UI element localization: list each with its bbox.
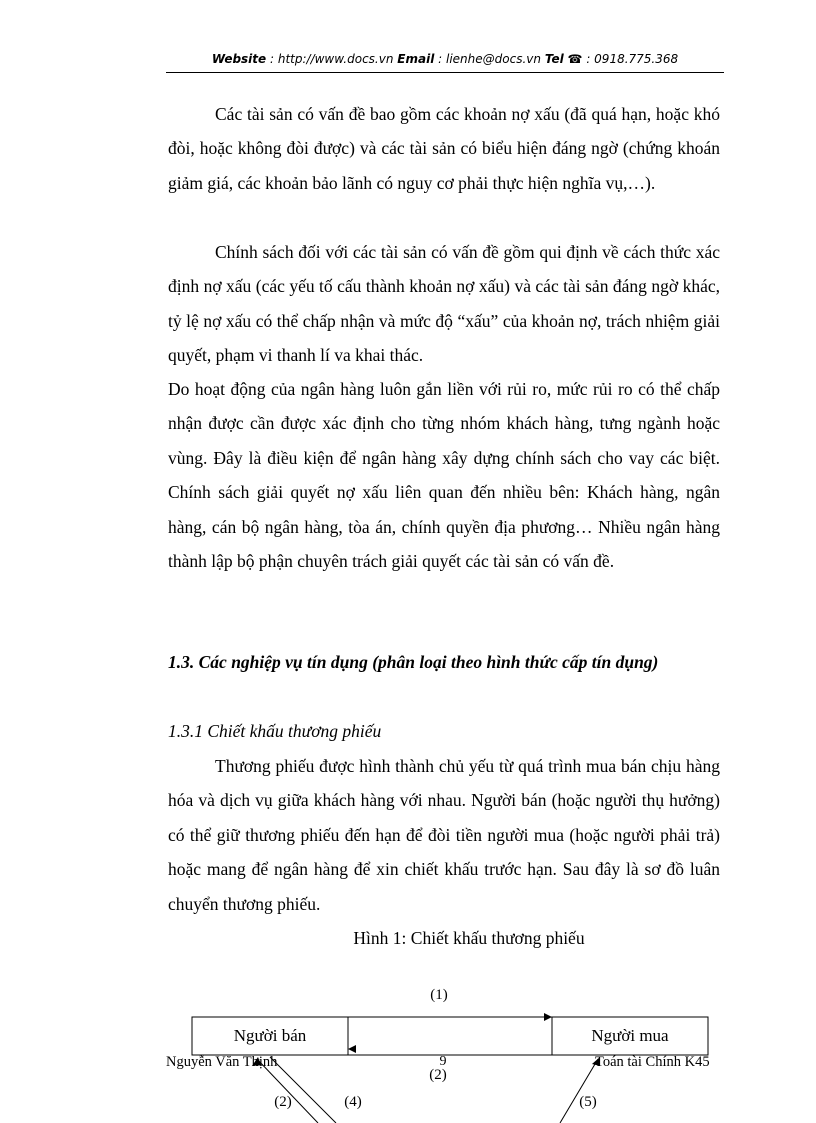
email-value: : lienhe@docs.vn (438, 52, 541, 66)
figure-caption: Hình 1: Chiết khấu thương phiếu (353, 928, 585, 948)
page-number: 9 (439, 1054, 447, 1069)
paragraph-commercial-paper: Thương phiếu được hình thành chủ yếu từ quá trình mua bán chịu hàng hóa và dịch vụ giữa khách hàng với nhau. Người bán (hoặc người thụ hưởng) có thể giữ thương phiếu đến hạn để đòi tiền người mua (hoặc người phải trả) hoặc mang để ngân hàng để xin chiết khấu trước hạn. Sau đây là sơ đồ luân chuyển thương phiếu. (168, 756, 720, 914)
arrow-1-label: (1) (430, 987, 448, 1003)
website-value: : http://www.docs.vn (270, 52, 394, 66)
arrow-5-line (560, 1059, 598, 1123)
email-label: Email (397, 52, 435, 66)
paragraph-problem-assets: Các tài sản có vấn đề bao gồm các khoản nợ xấu (đã quá hạn, hoặc khó đòi, hoặc không đòi được) và các tài sản có biểu hiện đáng ngờ (chứng khoán giảm giá, các khoản bảo lãnh có nguy cơ phải thực hiện nghĩa vụ,…). (168, 104, 720, 193)
arrow-2-left-label: (2) (274, 1094, 292, 1110)
website-label: Website (211, 52, 267, 66)
tel-label: Tel (544, 52, 564, 66)
paragraph-risk: Do hoạt động của ngân hàng luôn gắn liền với rủi ro, mức rủi ro có thể chấp nhận được cần được xác định cho từng nhóm khách hàng, tưng ngành hoặc vùng. Đây là điều kiện để ngân hàng xây dựng chính sách cho vay các biệt. Chính sách giải quyết nợ xấu liên quan đến nhiều bên: Khách hàng, ngân hàng, cán bộ ngân hàng, tòa án, chính quyền địa phương… Nhiều ngân hàng thành lập bộ phận chuyên trách giải quyết các tài sản có vấn đề. (168, 379, 720, 572)
arrow-1-head (544, 1013, 552, 1021)
phone-icon: ☎ (567, 52, 583, 66)
footer-author: Nguyễn Văn Thịnh (166, 1054, 278, 1070)
arrow-4-label: (4) (344, 1094, 362, 1110)
arrow-2-head (348, 1045, 356, 1053)
discount-flow-diagram (160, 975, 740, 1123)
buyer-label: Người mua (591, 1026, 669, 1045)
footer-class: Toán tài Chính K45 (595, 1054, 710, 1070)
arrow-4-line (270, 1057, 336, 1123)
paragraph-policy: Chính sách đối với các tài sản có vấn đề gồm qui định về cách thức xác định nợ xấu (các yếu tố cấu thành khoản nợ xấu) và các tài sản đáng ngờ khác, tỷ lệ nợ xấu có thể chấp nhận và mức độ “xấu” của khoản nợ, trách nhiệm giải quyết, phạm vi thanh lí va khai thác. (168, 242, 720, 366)
section-heading: 1.3. Các nghiệp vụ tín dụng (phân loại theo hình thức cấp tín dụng) (168, 652, 659, 672)
page-header (166, 50, 724, 73)
tel-value: : 0918.775.368 (586, 52, 679, 66)
seller-label: Người bán (233, 1026, 307, 1045)
subsection-heading: 1.3.1 Chiết khấu thương phiếu (168, 721, 382, 741)
arrow-2-middle-label: (2) (429, 1067, 447, 1083)
arrow-5-label: (5) (579, 1094, 597, 1110)
